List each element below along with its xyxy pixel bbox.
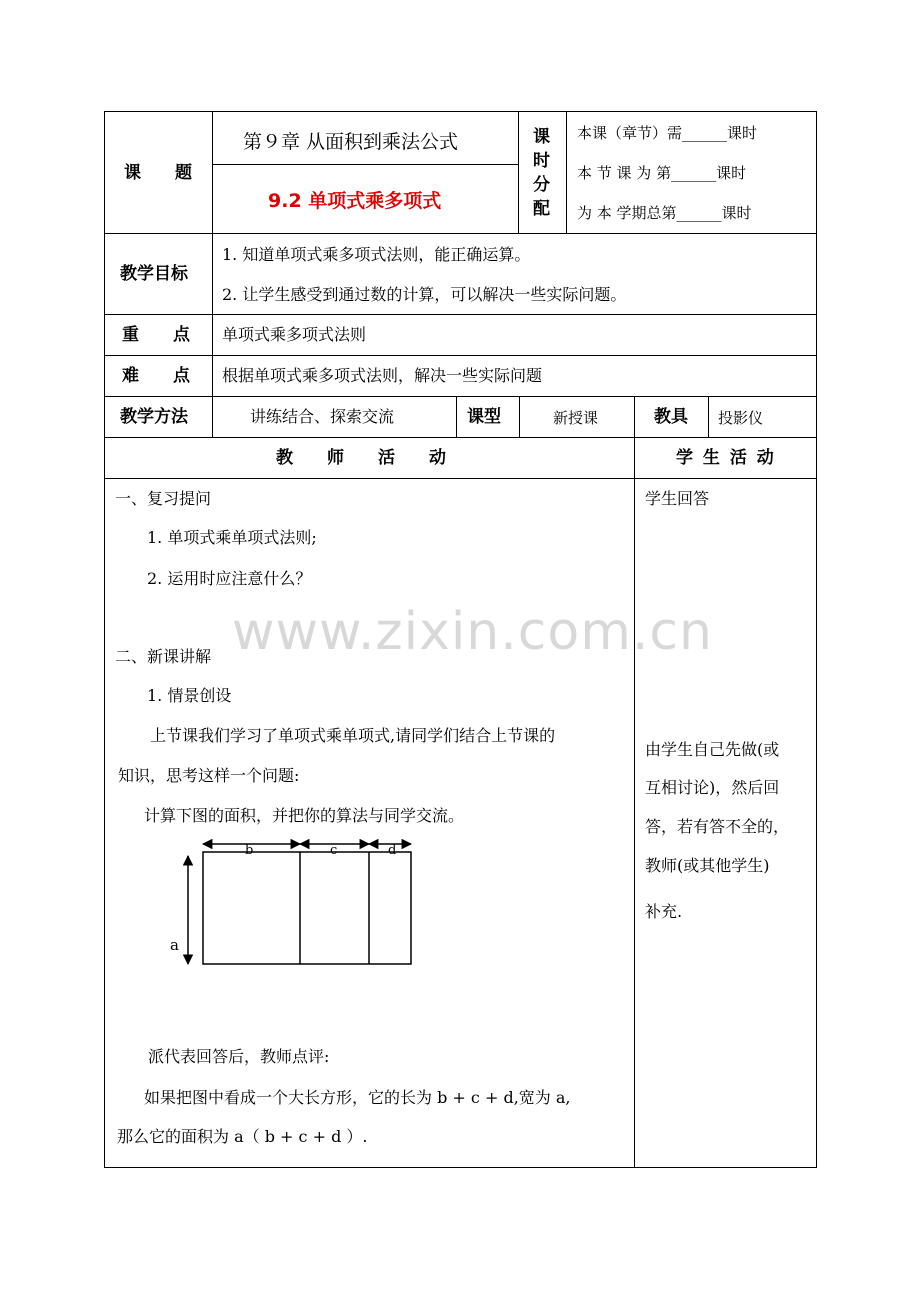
tool-value: 投影仪 [718,409,764,427]
col-divider [456,396,457,437]
type-label: 课型 [467,407,501,427]
chapter-title: 第９章 从面积到乘法公式 [243,131,459,153]
student-answer: 学生回答 [645,489,710,508]
student-answer-line: 互相讨论)，然后回 [645,778,780,797]
student-activity-header: 学 生 活 动 [676,448,776,468]
row-divider [104,314,817,315]
time-alloc-char: 分 [533,175,550,195]
row-divider [104,233,817,234]
teacher-activity-header: 教 师 活 动 [276,448,446,468]
label-c: c [330,843,338,858]
time-line: 本课（章节）需______课时 [577,124,758,142]
time-line: 本 节 课 为 第______课时 [577,164,747,182]
col-divider [519,396,520,437]
row-divider [104,437,817,438]
col-divider [518,111,519,233]
paragraph: 上节课我们学习了单项式乘单项式,请同学们结合上节课的 [150,726,556,745]
table-border-bottom [104,1167,817,1168]
table-border-top [104,111,817,112]
watermark: www.zixin.com.cn [232,602,713,662]
paragraph: 派代表回答后，教师点评: [148,1047,330,1066]
paragraph: 知识，思考这样一个问题: [118,766,300,785]
method-label: 教学方法 [120,407,188,427]
label-a: a [170,936,179,954]
paragraph: 如果把图中看成一个大长方形，它的长为 b + c + d,宽为 a, [144,1088,571,1107]
paragraph: 那么它的面积为 a（ b + c + d ）. [117,1127,368,1146]
row-divider [104,478,817,479]
objective-item: 2. 让学生感受到通过数的计算，可以解决一些实际问题。 [222,285,627,304]
row-divider [104,355,817,356]
time-alloc-char: 时 [533,151,550,171]
student-answer-line: 答，若有答不全的， [645,817,790,836]
col-divider [634,396,635,1168]
tool-label: 教具 [654,407,688,427]
review-item: 1. 单项式乘单项式法则; [147,528,317,547]
big-rectangle [203,852,411,964]
row-divider [104,396,817,397]
label-d: d [388,843,397,858]
student-answer-line: 由学生自己先做(或 [645,740,780,759]
review-heading: 一、复习提问 [115,489,212,508]
area-diagram [160,832,420,972]
col-divider [708,396,709,437]
time-line: 为 本 学期总第______课时 [577,204,752,222]
key-point-label: 重 点 [122,325,190,345]
label-b: b [245,843,254,858]
student-answer-line: 补充. [645,902,683,921]
objective-item: 1. 知道单项式乘多项式法则，能正确运算。 [222,245,531,264]
section-title: 9.2 单项式乘多项式 [268,190,442,212]
objectives-label: 教学目标 [120,264,188,284]
difficulty-label: 难 点 [122,366,190,386]
key-point-text: 单项式乘多项式法则 [222,325,367,344]
col-divider [566,111,567,233]
time-alloc-char: 配 [533,199,550,219]
paragraph: 计算下图的面积，并把你的算法与同学交流。 [144,806,465,825]
type-value: 新授课 [553,409,599,427]
student-answer-line: 教师(或其他学生) [645,856,770,875]
table-border-right [816,111,817,1168]
time-alloc-char: 课 [533,127,550,147]
topic-label: 课 题 [124,163,192,183]
difficulty-text: 根据单项式乘多项式法则，解决一些实际问题 [222,366,543,385]
new-lesson-heading: 二、新课讲解 [115,647,212,666]
table-border-left [104,111,105,1168]
row-divider [212,164,518,165]
method-value: 讲练结合、探索交流 [250,407,395,426]
col-divider [212,111,213,437]
scene-heading: 1. 情景创设 [147,686,232,705]
review-item: 2. 运用时应注意什么？ [147,569,312,588]
